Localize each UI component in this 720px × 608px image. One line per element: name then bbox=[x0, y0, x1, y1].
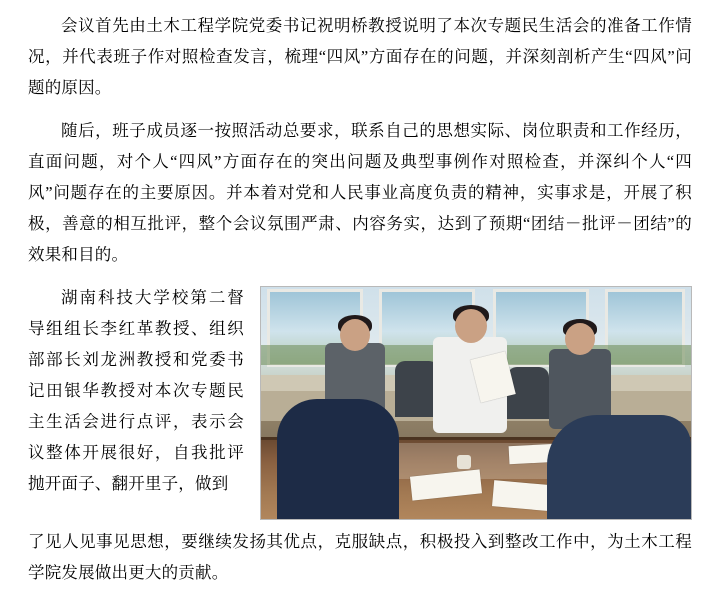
photo-person-foreground bbox=[547, 415, 691, 519]
paragraph-block-1 bbox=[28, 10, 692, 103]
paragraph-4: 了见人见事见思想，要继续发扬其优点，克服缺点，积极投入到整改工作中，为土木工程学院发展做出更大的贡献。 bbox=[28, 532, 692, 582]
photo-person-head bbox=[565, 323, 595, 355]
photo-person-foreground bbox=[277, 399, 399, 519]
meeting-photo bbox=[260, 286, 692, 520]
paragraph-1: 会议首先由土木工程学院党委书记祝明桥教授说明了本次专题民生活会的准备工作情况，并代表班子作对照检查发言，梳理“四风”方面存在的问题，并深刻剖析产生“四风”问题的原因。 bbox=[28, 16, 692, 97]
illustrated-section bbox=[28, 282, 692, 588]
paragraph-3: 湖南科技大学校第二督导组组长李红革教授、组织部部长刘龙洲教授和党委书记田银华教授对本次专题民主生活会进行点评，表示会议整体开展很好，自我批评抛开面子、翻开里子，做到 bbox=[28, 288, 244, 493]
photo-cup bbox=[457, 455, 471, 469]
photo-person-head bbox=[455, 309, 487, 343]
photo-person-head bbox=[340, 319, 370, 351]
paragraph-2: 随后，班子成员逐一按照活动总要求，联系自己的思想实际、岗位职责和工作经历，直面问题，对个人“四风”方面存在的突出问题及典型事例作对照检查，并深纠个人“四风”问题存在的主要原因。并本着对党和人民事业高度负责的精神，实事求是，开展了积极，善意的相互批评，整个会议氛围严肃、内容务实，达到了预期“团结－批评－团结”的效果和目的。 bbox=[28, 121, 692, 264]
paragraph-block-2 bbox=[28, 115, 692, 270]
